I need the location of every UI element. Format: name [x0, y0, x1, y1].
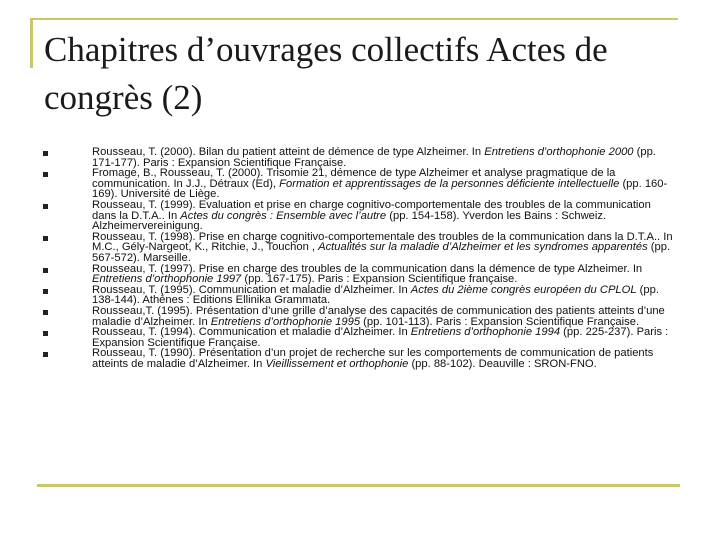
slide-title: Chapitres d’ouvrages collectifs Actes de congrès (2): [44, 30, 608, 117]
reference-text: Rousseau,T. (1995). Présentation d’une grille d’analyse des capacités de communication des patients atteints d’une maladie d’Alzheimer. In: [92, 304, 665, 328]
bottom-accent-rule: [37, 484, 680, 487]
reference-list: [43, 147, 673, 369]
reference-item: [43, 327, 673, 348]
reference-item: [43, 168, 673, 200]
reference-title: Entretiens d’orthophonie 2000: [484, 146, 634, 158]
reference-text: Rousseau, T. (1998). Prise en charge cognitivo-comportementale des troubles de la communication dans la D.T.A.. In M.C., Gély-Nargeot, K., Ritchie, J., Touchon ,: [92, 230, 673, 254]
reference-text: Rousseau, T. (1999). Evaluation et prise en charge cognitivo-comportementale des troubles de la communication dans la D.T.A.. In: [92, 198, 651, 222]
reference-title: Entretiens d’orthophonie 1997: [92, 273, 242, 286]
square-bullet-icon: [43, 268, 48, 273]
reference-text: (pp. 171-177). Paris : Expansion Scientifique Française.: [92, 146, 656, 169]
reference-title: Entretiens d’orthophonie 1995: [210, 315, 361, 328]
reference-text: Rousseau, T. (2000). Bilan du patient atteint de démence de type Alzheimer. In: [92, 146, 485, 158]
reference-item: [43, 285, 673, 306]
square-bullet-icon: [43, 236, 48, 241]
reference-item: [43, 348, 673, 369]
reference-text: (pp. 154-158). Yverdon les Bains : Schweiz. Alzheimervereinigung.: [92, 209, 607, 233]
square-bullet-icon: [43, 352, 48, 357]
reference-text: (pp. 567-572). Marseille.: [92, 241, 671, 264]
square-bullet-icon: [43, 172, 48, 177]
reference-text: (pp. 167-175). Paris : Expansion Scientifique française.: [241, 273, 518, 286]
reference-text: Rousseau, T. (1995). Communication et maladie d’Alzheimer. In: [92, 283, 411, 296]
square-bullet-icon: [43, 204, 48, 209]
reference-item: [43, 232, 673, 264]
reference-text: (pp. 101-113). Paris : Expansion Scientifique Française.: [360, 315, 640, 328]
reference-text: Rousseau, T. (1997). Prise en charge des troubles de la communication dans la démence de type Alzheimer. In: [92, 262, 643, 275]
reference-title: Actualités sur la maladie d’Alzheimer et les syndromes apparentés: [318, 241, 648, 254]
reference-item: [43, 147, 673, 168]
reference-title: Vieillissement et orthophonie: [265, 357, 409, 370]
reference-text: Fromage, B., Rousseau, T. (2000). Trisomie 21, démence de type Alzheimer et analyse pragmatique de la communication. In J.J., Détraux (Ed),: [92, 167, 616, 190]
reference-text: (pp. 160-169). Université de Liège.: [92, 177, 668, 201]
reference-title: Actes du 2ième congrès européen du CPLOL: [410, 283, 637, 296]
square-bullet-icon: [43, 151, 48, 156]
square-bullet-icon: [43, 310, 48, 315]
square-bullet-icon: [43, 331, 48, 336]
reference-item: [43, 264, 673, 285]
reference-text: (pp. 225-237). Paris : Expansion Scientifique Française.: [92, 326, 669, 349]
reference-title: Entretiens d’orthophonie 1994: [410, 326, 561, 339]
reference-text: (pp. 88-102). Deauville : SRON-FNO.: [408, 357, 597, 370]
reference-title: Formation et apprentissages de la personnes déficiente intellectuelle: [279, 177, 620, 190]
reference-title: Actes du congrès : Ensemble avec l’autre: [180, 209, 387, 222]
left-accent-rule: [30, 18, 33, 68]
square-bullet-icon: [43, 289, 48, 294]
reference-item: [43, 200, 673, 232]
reference-item: [43, 306, 673, 327]
reference-text: Rousseau, T. (1994). Communication et maladie d’Alzheimer. In: [92, 326, 411, 339]
reference-text: Rousseau, T. (1990). Présentation d’un projet de recherche sur les comportements de communication de patients atteints de maladie d’Alzheimer. In: [92, 347, 654, 370]
reference-text: (pp. 138-144). Athènes : Editions Ellinika Grammata.: [92, 283, 659, 307]
top-accent-rule: [30, 18, 678, 20]
